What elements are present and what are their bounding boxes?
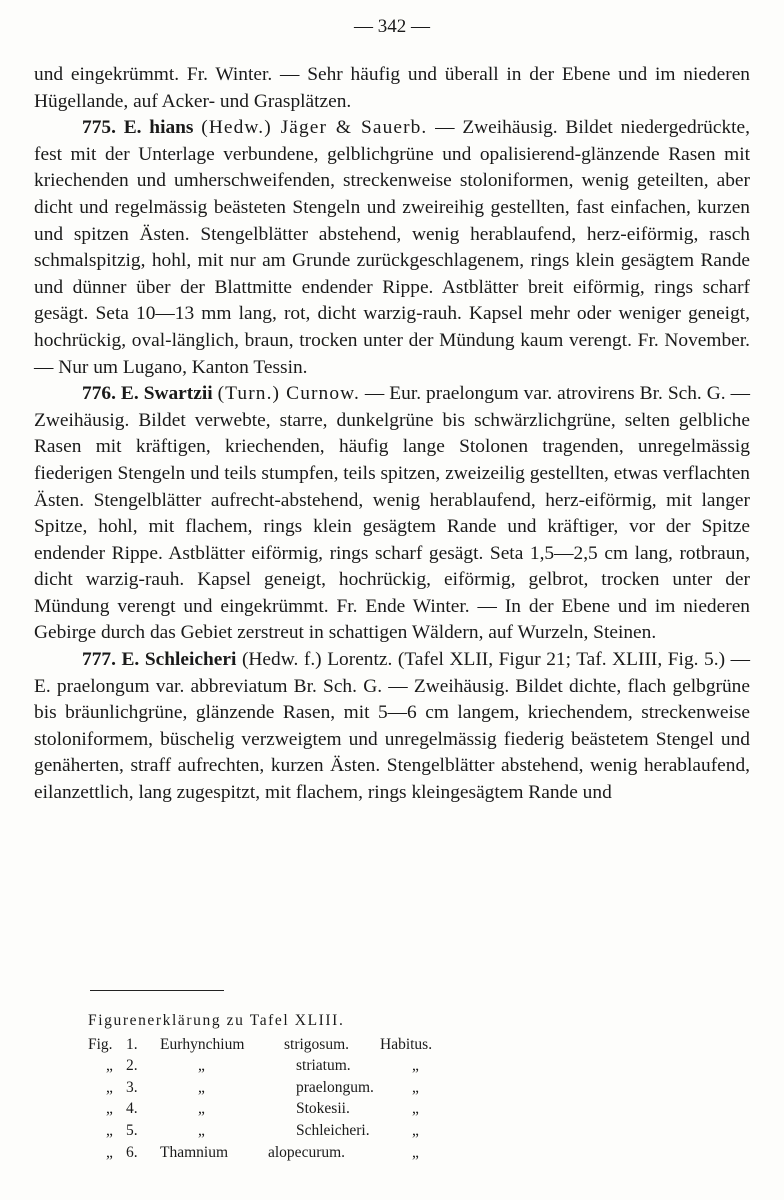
fig-species: strigosum. [284,1035,350,1053]
entry-number: 776. [82,383,116,405]
footnote-divider [90,990,224,991]
fig-extra: Habitus. [380,1035,433,1053]
fig-number: 1. [126,1035,138,1053]
entry-species: Swartzii [143,383,213,405]
ditto-mark: „ [106,1057,113,1075]
fig-species: Stokesii. [296,1100,350,1118]
entry-description: — Zweihäusig. Bildet niedergedrückte, fest mit der Unterlage verbundene, gelblichgrüne und opalisierend-glänzende Rasen mit kriechenden und umherschweifenden, streckenweise stoloniformen, wenig geteilten, aber dicht und regelmässig beästeten Stengeln und zweireihig gestellten, fast einfachen, kurzen und spitzen Ästen. Stengelblätter abstehend, wenig herablaufend, herz-eiförmig, rasch schmalspitzig, hohl, mit nur am Grunde zurückgeschlagenem, rings klein gesägtem Rande und dünner über der Blattmitte endender Rippe. Astblätter breit eiförmig, rings scharf gesägt. Seta 10—13 mm lang, rot, dicht warzig-rauh. Kapsel mehr oder weniger geneigt, hochrückig, oval-länglich, braun, trocken unter der Mündung kaum verengt. Fr. November. — Nur um Lugano, Kanton Tessin. [34,117,750,378]
fig-number: 5. [126,1121,138,1139]
fig-genus: Thamnium [160,1143,229,1161]
species-entry-777 [34,647,750,807]
fig-number: 3. [126,1078,138,1096]
figure-caption [88,1010,468,1163]
ditto-mark: „ [412,1057,419,1075]
caption-row [88,1098,468,1120]
entry-description: — Eur. praelongum var. atrovirens Br. Sch. G. — Zweihäusig. Bildet verwebte, starre, dunkelgrüne bis schwärzlichgrüne, selten gelbliche Rasen mit kräftigen, kriechenden, häufig lange Stolonen tragenden, unregelmässig fiederigen Stengeln und teils stumpfen, teils spitzen, zweizeilig gestellten, etwas verflachten Ästen. Stengelblätter aufrecht-abstehend, wenig herablaufend, herz-eiförmig, mit langer Spitze, hohl, mit flachem, rings klein gesägtem Rande und kräftiger, vor der Spitze endender Rippe. Astblätter eiförmig, rings scharf gesägt. Seta 1,5—2,5 cm lang, rotbraun, dicht warzig-rauh. Kapsel geneigt, hochrückig, eiförmig, gelbrot, trocken unter der Mündung verengt und eingekrümmt. Fr. Ende Winter. — In der Ebene und im niederen Gebirge durch das Gebiet zerstreut in schattigen Wäldern, auf Wurzeln, Steinen. [34,383,750,644]
fig-species: Schleicheri. [296,1121,370,1139]
caption-row [88,1034,468,1056]
entry-species: Schleicheri [144,649,237,671]
fig-label: Fig. [88,1035,113,1053]
caption-row [88,1120,468,1142]
fig-species: praelongum. [296,1078,374,1096]
ditto-mark: „ [412,1121,419,1139]
ditto-mark: „ [198,1078,205,1096]
caption-row [88,1077,468,1099]
ditto-mark: „ [106,1143,113,1161]
fig-species: alopecurum. [268,1143,346,1161]
fig-number: 2. [126,1057,138,1075]
ditto-mark: „ [412,1143,419,1161]
entry-genus: E. [123,117,142,139]
entry-description: (Tafel XLII, Figur 21; Taf. XLIII, Fig. 5.) — E. praelongum var. abbreviatum Br. Sch. G. — Zweihäusig. Bildet dichte, flach gelbgrüne bis bräunlichgrüne, glänzende Rasen, mit 5—6 cm langem, kriechendem, streckenweise stoloniformem, büschelig verzweigtem und unregelmässig fiederig beästetem Stengel und genäherten, straff aufrechten, kurzen Ästen. Stengelblätter abstehend, wenig herablaufend, eilanzettlich, lang zugespitzt, mit flachem, rings kleingesägtem Rande und [34,649,750,804]
entry-authority: (Hedw. f.) Lorentz. [241,649,393,671]
species-entry-776 [34,381,750,647]
ditto-mark: „ [106,1078,113,1096]
entry-number: 775. [82,117,116,139]
page-number: — 342 — [354,16,430,37]
entry-genus: E. [121,649,140,671]
fig-number: 4. [126,1100,138,1118]
entry-species: hians [149,117,194,139]
main-text [34,62,750,807]
species-entry-775 [34,115,750,381]
entry-number: 777. [82,649,116,671]
fig-species: striatum. [296,1057,351,1075]
entry-authority: (Turn.) Curnow. [217,383,360,405]
entry-genus: E. [120,383,139,405]
ditto-mark: „ [412,1100,419,1118]
ditto-mark: „ [198,1121,205,1139]
ditto-mark: „ [198,1057,205,1075]
ditto-mark: „ [106,1121,113,1139]
ditto-mark: „ [106,1100,113,1118]
ditto-mark: „ [198,1100,205,1118]
fig-genus: Eurhynchium [160,1035,245,1053]
continuation-paragraph: und eingekrümmt. Fr. Winter. — Sehr häufig und überall in der Ebene und im niederen Hügellande, auf Acker- und Grasplätzen. [34,64,750,112]
caption-row [88,1055,468,1077]
entry-authority: (Hedw.) Jäger & Sauerb. [201,117,428,139]
ditto-mark: „ [412,1078,419,1096]
fig-number: 6. [126,1143,138,1161]
caption-row [88,1142,468,1164]
caption-title: Figurenerklärung zu Tafel XLIII. [88,1012,345,1029]
